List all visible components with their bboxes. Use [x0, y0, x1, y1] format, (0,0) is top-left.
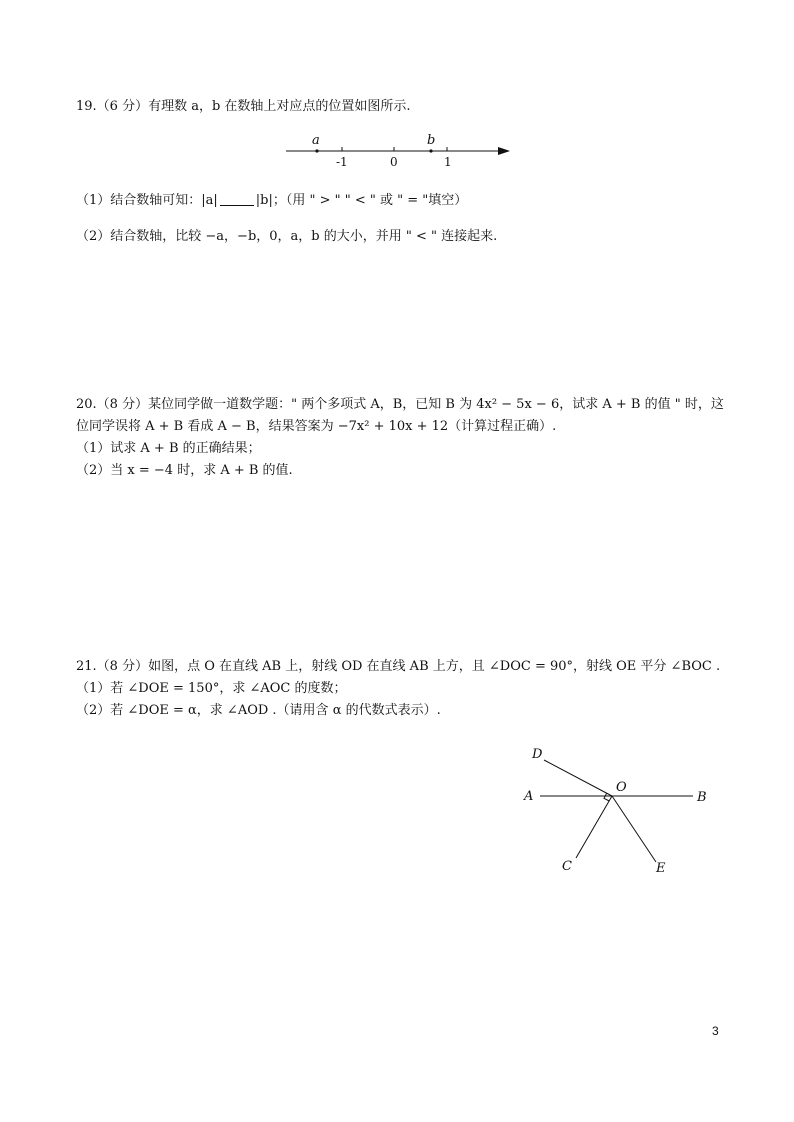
q19-part1: [76, 190, 736, 212]
label-c: C: [562, 859, 572, 874]
label-b-point: B: [697, 790, 707, 805]
label-o: O: [616, 780, 627, 795]
ray-oc: [576, 796, 612, 858]
question-21: [76, 656, 736, 722]
q21-part1: （1）若 ∠DOE = 150°，求 ∠AOC 的度数；: [76, 681, 347, 696]
tick-label-1: 1: [444, 155, 452, 169]
ray-oe: [612, 796, 656, 862]
point-a: [315, 149, 318, 152]
label-a-point: A: [524, 789, 534, 804]
q19-part2: （2）结合数轴，比较 −a，−b，0，a，b 的大小，并用 " < " 连接起来.: [76, 229, 498, 244]
q20-part2: （2）当 x = −4 时，求 A + B 的值.: [76, 463, 293, 478]
point-b: [429, 149, 432, 152]
number-line: [280, 130, 520, 172]
q19-part1-text: （1）结合数轴可知：|a|: [76, 193, 218, 208]
question-20: [76, 394, 736, 482]
ray-od: [544, 760, 612, 796]
q19-parts: [76, 190, 736, 248]
q20-line1: 20.（8 分）某位同学做一道数学题：" 两个多项式 A，B，已知 B 为 4x² − 5x − 6，试求 A + B 的值 " 时，这: [76, 397, 724, 412]
q20-line2: 位同学误将 A + B 看成 A − B，结果答案为 −7x² + 10x + 12（计算过程正确）.: [76, 419, 557, 434]
answer-blank: [220, 191, 254, 206]
q19-part1-text-after: |b|；（用 " > " " < " 或 " = "填空）: [255, 193, 468, 208]
tick-label-0: 0: [390, 155, 398, 169]
geometry-figure: [520, 740, 720, 880]
q21-part2: （2）若 ∠DOE = α，求 ∠AOD .（请用含 α 的代数式表示）.: [76, 703, 441, 718]
q21-stem: 21.（8 分）如图，点 O 在直线 AB 上，射线 OD 在直线 AB 上方，且 ∠DOC = 90°，射线 OE 平分 ∠BOC .: [76, 659, 721, 674]
label-a: a: [312, 133, 320, 148]
q19-stem: 19.（6 分）有理数 a，b 在数轴上对应点的位置如图所示.: [76, 99, 411, 114]
label-d: D: [532, 747, 543, 762]
q20-part1: （1）试求 A + B 的正确结果；: [76, 441, 261, 456]
page-number: 3: [712, 1024, 719, 1038]
label-b: b: [427, 133, 436, 148]
axis-arrow-icon: [498, 147, 510, 155]
label-e: E: [656, 861, 666, 876]
tick-label-minus1: -1: [336, 155, 348, 169]
question-19: [76, 96, 736, 118]
